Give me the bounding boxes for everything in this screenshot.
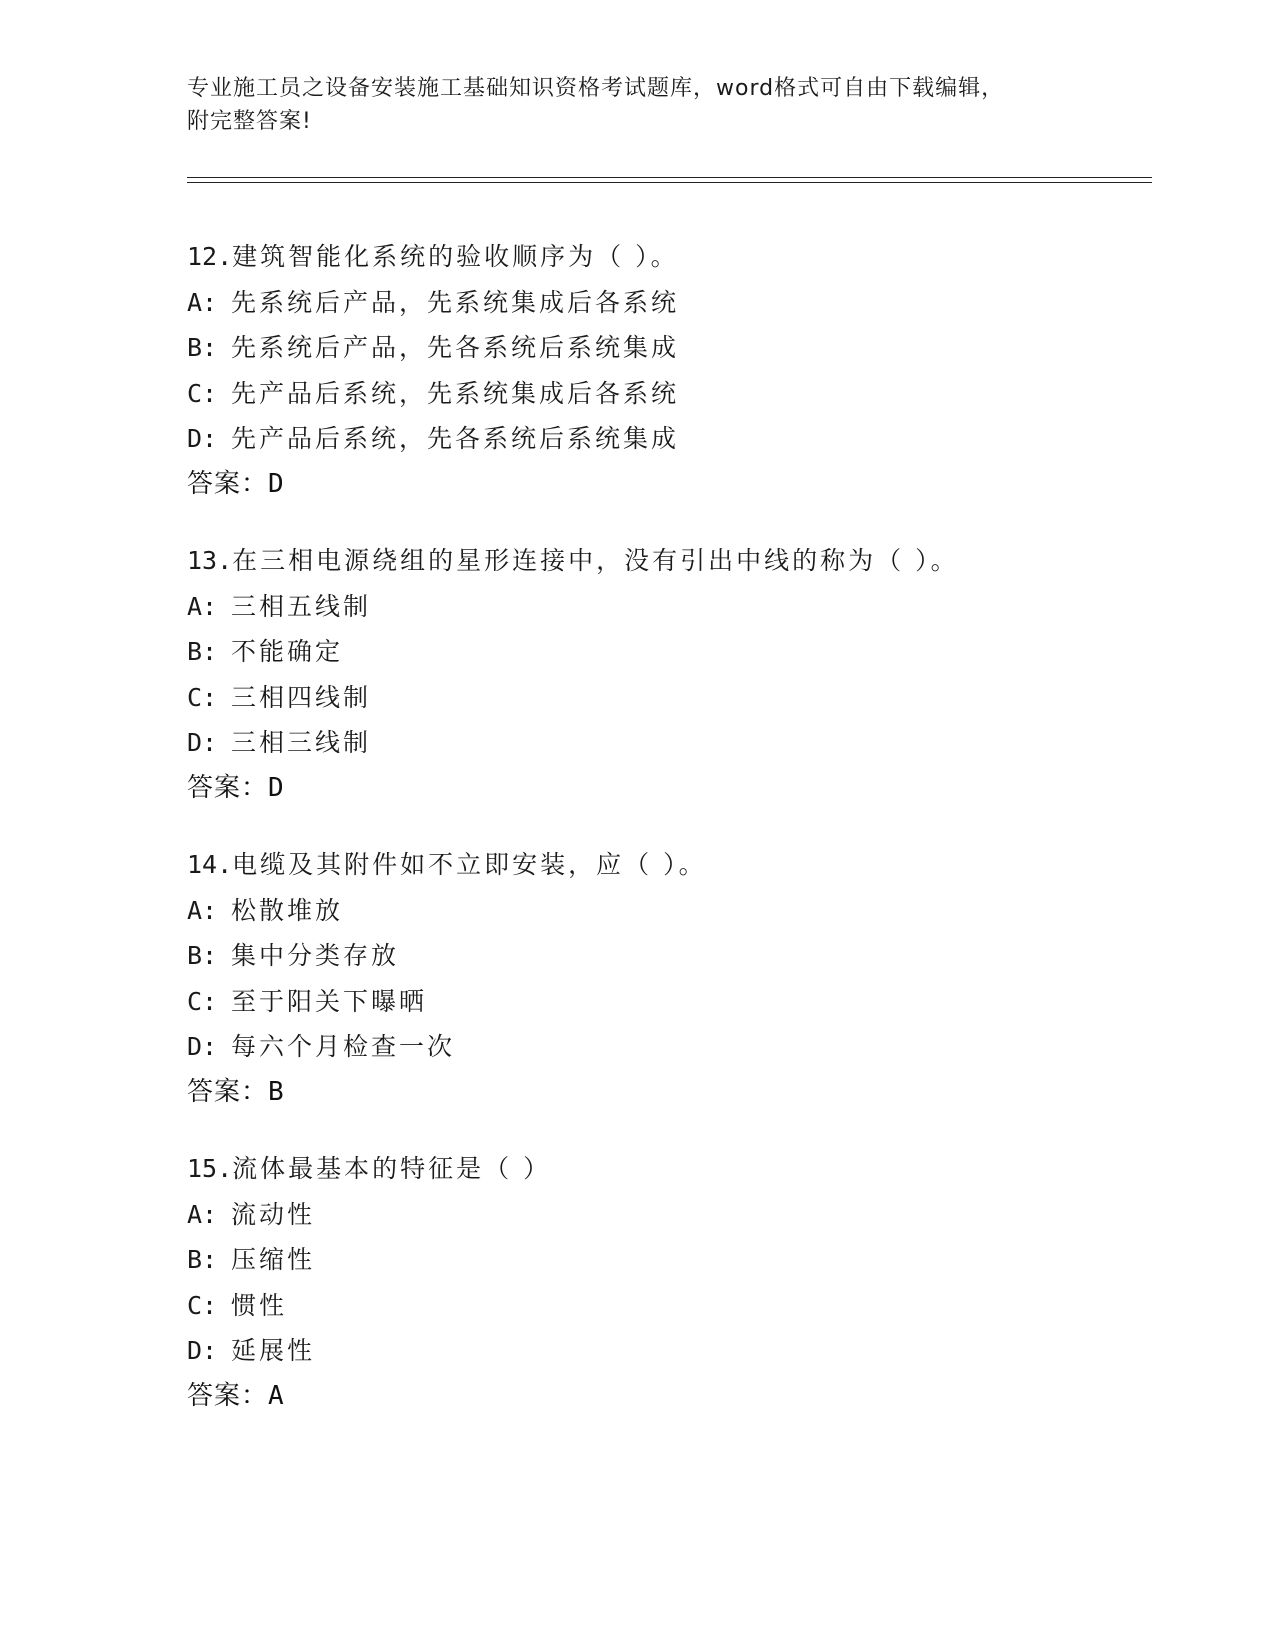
option-key: A: <box>187 287 218 317</box>
question-number: 12. <box>187 242 233 271</box>
option-b <box>187 1237 1147 1283</box>
option-text: 先产品后系统，先系统集成后各系统 <box>231 378 680 408</box>
question-stem <box>187 1146 1147 1192</box>
option-key: B: <box>187 1245 218 1274</box>
header-line-1: 专业施工员之设备安装施工基础知识资格考试题库，word格式可自由下载编辑， <box>187 76 1005 101</box>
answer <box>187 1374 1147 1420</box>
option-a <box>187 888 1147 934</box>
answer-value: B <box>268 1076 285 1107</box>
option-text: 先系统后产品，先系统集成后各系统 <box>231 287 680 317</box>
option-key: B: <box>187 637 218 666</box>
question-text: 建筑智能化系统的验收顺序为（ ）。 <box>232 242 679 271</box>
option-key: C: <box>187 986 218 1016</box>
option-text: 延展性 <box>231 1336 316 1365</box>
answer <box>187 462 1147 508</box>
option-d <box>187 1328 1147 1374</box>
option-c <box>187 1283 1147 1329</box>
answer-label: 答案： <box>187 468 269 499</box>
option-a <box>187 1192 1147 1238</box>
question-stem <box>187 234 1147 280</box>
option-text: 不能确定 <box>231 637 344 666</box>
option-text: 每六个月检查一次 <box>231 1032 456 1061</box>
option-key: C: <box>187 378 218 408</box>
option-key: B: <box>187 941 218 970</box>
option-key: D: <box>187 424 218 453</box>
answer-value: D <box>268 772 285 803</box>
option-text: 先系统后产品，先各系统后系统集成 <box>231 333 680 362</box>
question-text: 流体最基本的特征是（ ） <box>232 1154 552 1183</box>
option-a <box>187 584 1147 630</box>
header-divider-top <box>187 177 1152 178</box>
answer-label: 答案： <box>187 1076 269 1107</box>
question-stem <box>187 842 1147 888</box>
answer <box>187 1070 1147 1116</box>
question-stem <box>187 538 1147 584</box>
answer-value: A <box>268 1380 285 1411</box>
option-d <box>187 1024 1147 1070</box>
option-b <box>187 933 1147 979</box>
option-a <box>187 280 1147 326</box>
option-key: B: <box>187 333 218 362</box>
question-list <box>187 234 1147 1450</box>
answer <box>187 766 1147 812</box>
option-key: C: <box>187 682 218 712</box>
option-key: C: <box>187 1290 218 1320</box>
question-13 <box>187 538 1147 811</box>
question-text: 电缆及其附件如不立即安装，应（ ）。 <box>232 850 707 879</box>
option-text: 三相五线制 <box>231 591 372 621</box>
option-key: D: <box>187 1032 218 1061</box>
option-d <box>187 416 1147 462</box>
question-12 <box>187 234 1147 507</box>
option-key: A: <box>187 591 218 621</box>
option-text: 松散堆放 <box>231 895 344 925</box>
question-14 <box>187 842 1147 1115</box>
answer-label: 答案： <box>187 772 269 803</box>
option-text: 至于阳关下曝晒 <box>231 986 428 1016</box>
answer-label: 答案： <box>187 1380 269 1411</box>
option-text: 先产品后系统，先各系统后系统集成 <box>231 424 680 453</box>
option-b <box>187 629 1147 675</box>
question-text: 在三相电源绕组的星形连接中，没有引出中线的称为（ ）。 <box>232 546 959 575</box>
header-divider-bottom <box>187 182 1152 183</box>
option-text: 集中分类存放 <box>231 941 400 970</box>
option-text: 三相三线制 <box>231 728 372 757</box>
option-key: A: <box>187 895 218 925</box>
option-key: A: <box>187 1199 218 1229</box>
question-number: 13. <box>187 546 233 575</box>
document-header <box>187 72 1087 138</box>
option-text: 流动性 <box>231 1199 316 1229</box>
option-key: D: <box>187 728 218 757</box>
option-text: 三相四线制 <box>231 682 372 712</box>
option-c <box>187 979 1147 1025</box>
option-key: D: <box>187 1336 218 1365</box>
question-number: 14. <box>187 850 233 879</box>
option-b <box>187 325 1147 371</box>
question-15 <box>187 1146 1147 1419</box>
answer-value: D <box>268 468 285 499</box>
option-c <box>187 371 1147 417</box>
question-number: 15. <box>187 1154 233 1183</box>
option-c <box>187 675 1147 721</box>
option-d <box>187 720 1147 766</box>
option-text: 压缩性 <box>231 1245 316 1274</box>
header-line-2: 附完整答案! <box>187 109 312 134</box>
option-text: 惯性 <box>231 1290 288 1320</box>
